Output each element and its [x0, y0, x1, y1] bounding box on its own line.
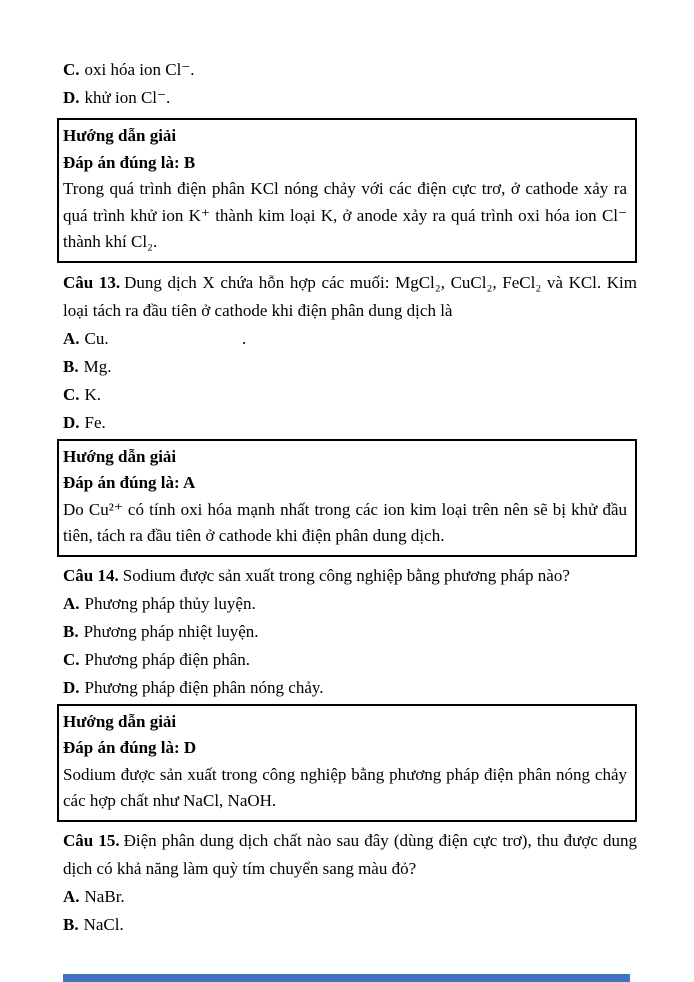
solution-body: Sodium được sản xuất trong công nghiệp bằng phương pháp điện phân nóng chảy các hợp chất như NaCl, NaOH.	[63, 764, 627, 810]
option-line	[57, 56, 637, 84]
question-paragraph	[57, 562, 637, 590]
solution-body: Trong quá trình điện phân KCl nóng chảy với các điện cực trơ, ở cathode xảy ra quá trình khử ion K⁺ thành kim loại K, ở anode xảy ra quá trình oxi hóa ion Cl⁻ thành khí Cl₂.	[63, 179, 627, 251]
option-text: khử ion Cl⁻.	[84, 88, 171, 107]
option-letter: B.	[63, 356, 79, 376]
solution-answer: Đáp án đúng là: D	[63, 738, 197, 757]
option-letter: C.	[63, 384, 80, 404]
option-line	[57, 883, 637, 911]
option-letter: D.	[63, 677, 80, 697]
option-letter: D.	[63, 412, 80, 432]
option-text: NaCl.	[83, 914, 124, 934]
option-letter: B.	[63, 621, 79, 641]
option-line	[57, 353, 637, 381]
document-content	[57, 0, 637, 939]
question-paragraph	[57, 269, 637, 325]
solution-box	[57, 118, 637, 263]
question-text: Điện phân dung dịch chất nào sau đây (dùng điện cực trơ), thu được dung dịch có khả năng làm quỳ tím chuyển sang màu đỏ?	[63, 830, 637, 878]
solution-heading: Hướng dẫn giải	[63, 126, 177, 145]
bottom-blue-bar	[63, 974, 630, 982]
solution-box	[57, 439, 637, 557]
stray-dot: .	[242, 328, 247, 348]
option-line	[57, 590, 637, 618]
option-line	[57, 674, 637, 702]
option-line	[57, 618, 637, 646]
option-line	[57, 911, 637, 939]
solution-body: Do Cu²⁺ có tính oxi hóa mạnh nhất trong các ion kim loại trên nên sẽ bị khử đầu tiên, tách ra đầu tiên ở cathode khi điện phân dung dịch.	[63, 499, 627, 545]
option-letter: A.	[63, 593, 80, 613]
solution-box	[57, 704, 637, 822]
question-number: Câu 13.	[63, 272, 121, 292]
option-line	[57, 381, 637, 409]
solution-answer: Đáp án đúng là: A	[63, 473, 196, 492]
solution-heading: Hướng dẫn giải	[63, 446, 177, 466]
option-line	[57, 646, 637, 674]
option-line	[57, 409, 637, 437]
option-text: NaBr.	[84, 886, 125, 906]
option-text: Phương pháp thủy luyện.	[84, 593, 256, 613]
option-letter: D.	[63, 88, 80, 107]
question-number: Câu 14.	[63, 565, 119, 585]
solution-answer: Đáp án đúng là: B	[63, 152, 196, 172]
option-text: oxi hóa ion Cl⁻.	[84, 60, 195, 79]
question-text: Dung dịch X chứa hỗn hợp các muối: MgCl₂, CuCl₂, FeCl₂ và KCl. Kim loại tách ra đầu tiên ở cathode khi điện phân dung dịch là	[63, 272, 638, 320]
option-letter: C.	[63, 649, 80, 669]
option-letter: C.	[63, 60, 80, 79]
option-text: Phương pháp nhiệt luyện.	[83, 621, 259, 641]
option-letter: A.	[63, 886, 80, 906]
question-paragraph	[57, 827, 637, 883]
question-text: Sodium được sản xuất trong công nghiệp bằng phương pháp nào?	[122, 565, 570, 585]
option-text: Phương pháp điện phân nóng chảy.	[84, 677, 324, 697]
option-letter: A.	[63, 328, 80, 348]
option-text: Phương pháp điện phân.	[84, 649, 251, 669]
option-text: Mg.	[83, 356, 112, 376]
solution-heading: Hướng dẫn giải	[63, 711, 177, 731]
option-text: Cu.	[84, 328, 109, 348]
option-line	[57, 84, 637, 112]
option-letter: B.	[63, 914, 79, 934]
question-number: Câu 15.	[63, 830, 120, 850]
option-line	[57, 325, 637, 353]
option-text: Fe.	[84, 412, 106, 432]
option-text: K.	[84, 384, 102, 404]
